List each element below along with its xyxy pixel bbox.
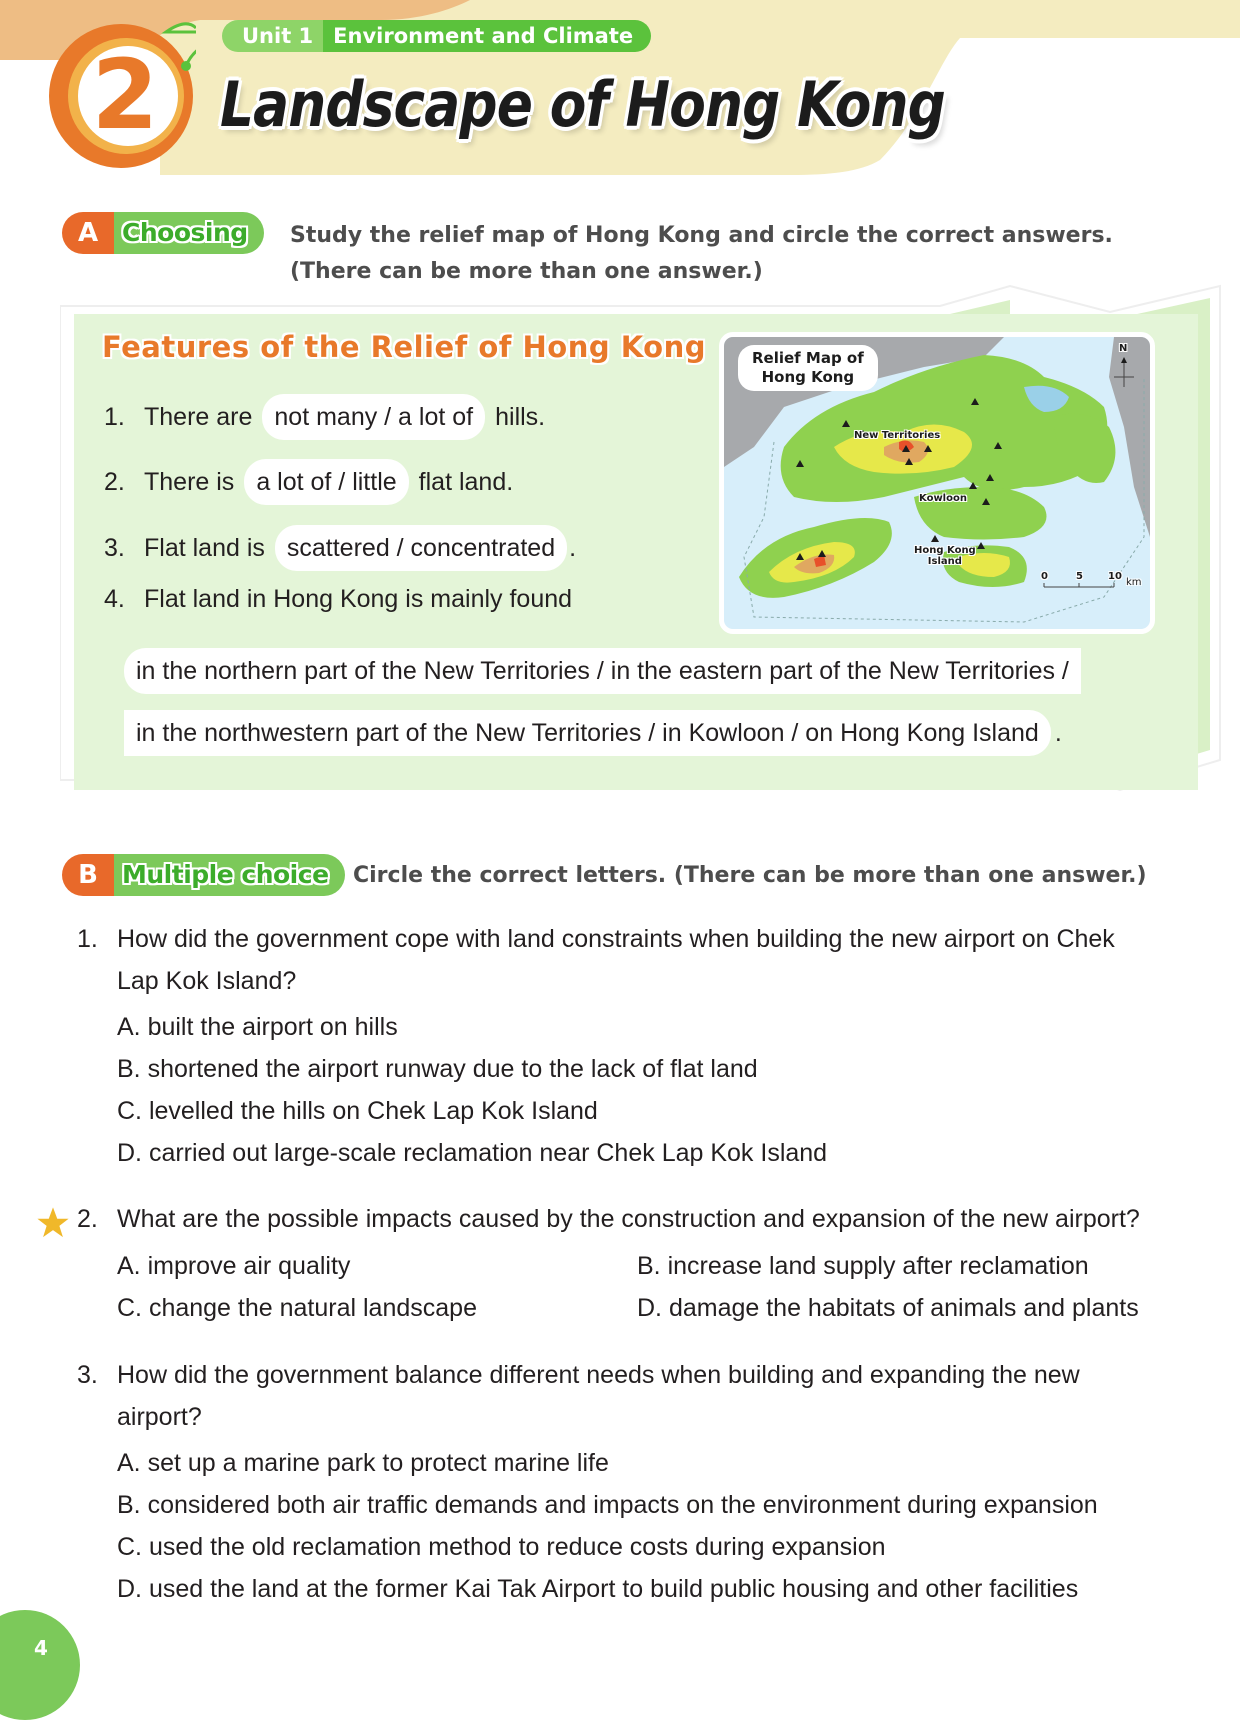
q2-option-b[interactable]: B. increase land supply after reclamation	[637, 1252, 1089, 1280]
q3-option-d[interactable]: D. used the land at the former Kai Tak Airport to build public housing and other facilities	[117, 1575, 1079, 1603]
q3-option-b[interactable]: B. considered both air traffic demands and impacts on the environment during expansion	[117, 1491, 1098, 1519]
section-a-tag: Choosing	[114, 212, 264, 254]
q2-option-c[interactable]: C. change the natural landscape	[117, 1294, 477, 1322]
label-hk-island	[914, 545, 976, 567]
question-3-text-cont: airport?	[117, 1403, 202, 1431]
question-1-text: How did the government cope with land constraints when building the new airport on Chek	[117, 925, 1115, 953]
unit-label-pill	[222, 20, 651, 52]
statement-text: Flat land is	[144, 533, 265, 562]
statement-text: There are	[144, 402, 253, 431]
statement-number: 2.	[104, 467, 125, 496]
question-2-number: 2.	[77, 1205, 98, 1233]
map-title	[738, 345, 878, 391]
north-label: N	[1119, 343, 1128, 354]
statement-number: 4.	[104, 585, 125, 613]
q1-option-b[interactable]: B. shortened the airport runway due to the lack of flat land	[117, 1055, 758, 1083]
choice-options[interactable]: scattered / concentrated	[275, 525, 567, 571]
choice-options[interactable]: in the northwestern part of the New Territories / in Kowloon / on Hong Kong Island	[124, 710, 1051, 756]
q1-option-d[interactable]: D. carried out large-scale reclamation near Chek Lap Kok Island	[117, 1139, 828, 1167]
label-kowloon: Kowloon	[919, 493, 967, 504]
scale-tick-0: 0	[1041, 571, 1048, 582]
q1-option-c[interactable]: C. levelled the hills on Chek Lap Kok Island	[117, 1097, 598, 1125]
star-icon	[36, 1206, 70, 1240]
statement-text: .	[569, 533, 577, 562]
statement-4-choices-line1	[124, 648, 1081, 694]
label-hk-island-line1: Hong Kong	[914, 545, 976, 556]
section-a-instruction-line2: (There can be more than one answer.)	[290, 259, 763, 284]
map-title-line1: Relief Map of	[752, 349, 864, 367]
question-1-number: 1.	[77, 925, 98, 953]
section-b-tag: Multiple choice	[114, 854, 345, 896]
q1-option-a[interactable]: A. built the airport on hills	[117, 1013, 398, 1041]
statement-text: hills.	[495, 402, 546, 431]
question-3-number: 3.	[77, 1361, 98, 1389]
statement-2	[104, 459, 513, 505]
panel-title: Features of the Relief of Hong Kong	[102, 330, 706, 364]
section-b-badge	[62, 854, 345, 896]
q3-option-c[interactable]: C. used the old reclamation method to reduce costs during expansion	[117, 1533, 886, 1561]
section-a-instruction-line1: Study the relief map of Hong Kong and circle the correct answers.	[290, 223, 1113, 248]
label-hk-island-line2: Island	[927, 556, 962, 567]
statement-4	[104, 585, 572, 614]
statement-1	[104, 394, 545, 440]
unit-title: Environment and Climate	[323, 20, 651, 52]
q2-option-a[interactable]: A. improve air quality	[117, 1252, 351, 1280]
statement-number: 1.	[104, 402, 125, 431]
choice-options[interactable]: not many / a lot of	[262, 394, 485, 440]
map-title-line2: Hong Kong	[761, 368, 855, 386]
statement-text: .	[1054, 718, 1062, 747]
page-number: 4	[34, 1636, 48, 1660]
section-b-instruction: Circle the correct letters. (There can be more than one answer.)	[353, 863, 1147, 888]
chapter-number: 2	[91, 39, 159, 151]
chapter-title: Landscape of Hong Kong	[220, 68, 945, 141]
scale-tick-5: 5	[1076, 571, 1083, 582]
statement-number: 3.	[104, 533, 125, 562]
statement-text: There is	[144, 467, 235, 496]
section-a-letter: A	[62, 212, 114, 254]
page-number-badge	[0, 1610, 80, 1720]
choice-options[interactable]: in the northern part of the New Territories / in the eastern part of the New Territories /	[124, 648, 1081, 694]
scale-unit: km	[1126, 577, 1142, 588]
q3-option-a[interactable]: A. set up a marine park to protect marine life	[117, 1449, 609, 1477]
scale-tick-10: 10	[1108, 571, 1122, 582]
q2-option-d[interactable]: D. damage the habitats of animals and plants	[637, 1294, 1139, 1322]
question-3-text: How did the government balance different needs when building and expanding the new	[117, 1361, 1080, 1389]
statement-text: Flat land in Hong Kong is mainly found	[144, 585, 573, 613]
statement-4-choices-line2	[124, 710, 1062, 756]
label-new-territories: New Territories	[854, 430, 941, 441]
statement-text: flat land.	[418, 467, 514, 496]
unit-number: Unit 1	[222, 20, 323, 52]
statement-3	[104, 525, 576, 571]
section-a-badge	[62, 212, 264, 254]
question-2-text: What are the possible impacts caused by the construction and expansion of the new airport?	[117, 1205, 1140, 1233]
choice-options[interactable]: a lot of / little	[244, 459, 408, 505]
section-b-letter: B	[62, 854, 114, 896]
relief-map	[719, 332, 1155, 634]
question-1-text-cont: Lap Kok Island?	[117, 967, 297, 995]
